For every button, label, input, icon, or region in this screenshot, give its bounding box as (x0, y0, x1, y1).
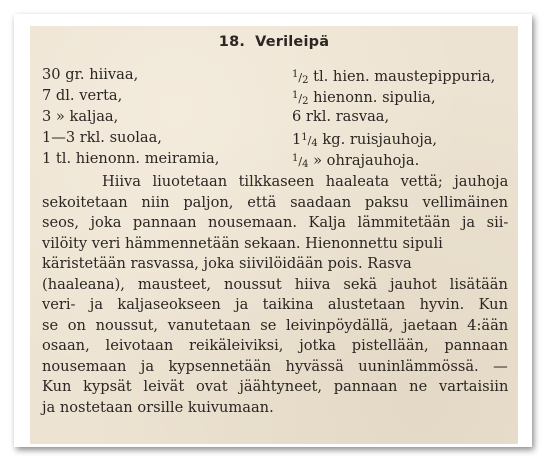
ingredient-row (42, 64, 512, 85)
ingredient-left: 7 dl. verta, (42, 87, 123, 104)
ingredient-left: 1—3 rkl. suolaa, (42, 129, 162, 146)
ingredient-text: hienonn. sipulia, (308, 89, 436, 106)
ingredient-left: 30 gr. hiivaa, (42, 66, 139, 83)
ingredient-list (42, 64, 512, 169)
ingredient-row (42, 85, 512, 106)
ingredient-row (42, 148, 512, 169)
ingredient-quantity: $^1/_2$ (292, 90, 309, 107)
ingredient-row (42, 127, 512, 148)
instruction-line: ja nostetaan orsille kuivumaan. (42, 398, 274, 416)
instruction-line: Hiiva liuotetaan tilkkaseen haaleata vettä; jauhoja (102, 173, 509, 190)
instruction-line: Kun kypsät leivät ovat jäähtyneet, pannaan ne vartaisiin (42, 378, 509, 395)
ingredient-text: » ohrajauhoja. (308, 152, 420, 169)
instruction-line: (haaleana), mausteet, noussut hiiva sekä jauhot lisätään (42, 275, 508, 293)
ingredient-quantity: $^1/_4$ (292, 153, 309, 170)
instruction-line: veri- ja kaljaseokseen ja taikina alustetaan hyvin. Kun (42, 296, 508, 313)
ingredient-text: 6 rkl. rasvaa, (292, 108, 390, 125)
ingredient-text: tl. hien. maustepippuria, (308, 68, 496, 85)
instruction-line: käristetään rasvassa, joka siivilöidään pois. Rasva (42, 255, 412, 272)
book-page (30, 26, 518, 444)
recipe-number: 18. (218, 34, 246, 50)
ingredient-left: 1 tl. hienonn. meiramia, (42, 150, 220, 167)
ingredient-quantity: $1^1/_4$ (292, 131, 318, 149)
ingredient-quantity: $^1/_2$ (292, 69, 309, 86)
recipe-name: Verileipä (255, 34, 330, 50)
instruction-line: se on noussut, vanutetaan se leivinpöydällä, jaetaan 4:ään (42, 316, 509, 334)
ingredient-left: 3 » kaljaa, (42, 108, 119, 125)
ingredient-row (42, 106, 512, 127)
instruction-line: seos, joka pannaan nousemaan. Kalja lämmitetään ja sii- (42, 214, 509, 231)
instruction-line: nousemaan ja kypsennetään hyvässä uuninlämmössä. — (42, 357, 508, 375)
ingredient-right (292, 148, 419, 175)
ingredient-text: kg. ruisjauhoja, (317, 131, 438, 148)
instruction-line: sekoitetaan niin paljon, että saadaan paksu vellimäinen (42, 193, 509, 211)
photo-frame (14, 14, 532, 447)
recipe-title (30, 34, 518, 50)
instruction-line: vilöity veri hämmennetään sekaan. Hienonnettu sipuli (42, 234, 443, 252)
instruction-line: osaan, leivotaan reikäleiviksi, jotka pistellään, pannaan (42, 337, 509, 354)
ingredient-right (292, 106, 389, 127)
instructions (42, 172, 508, 418)
